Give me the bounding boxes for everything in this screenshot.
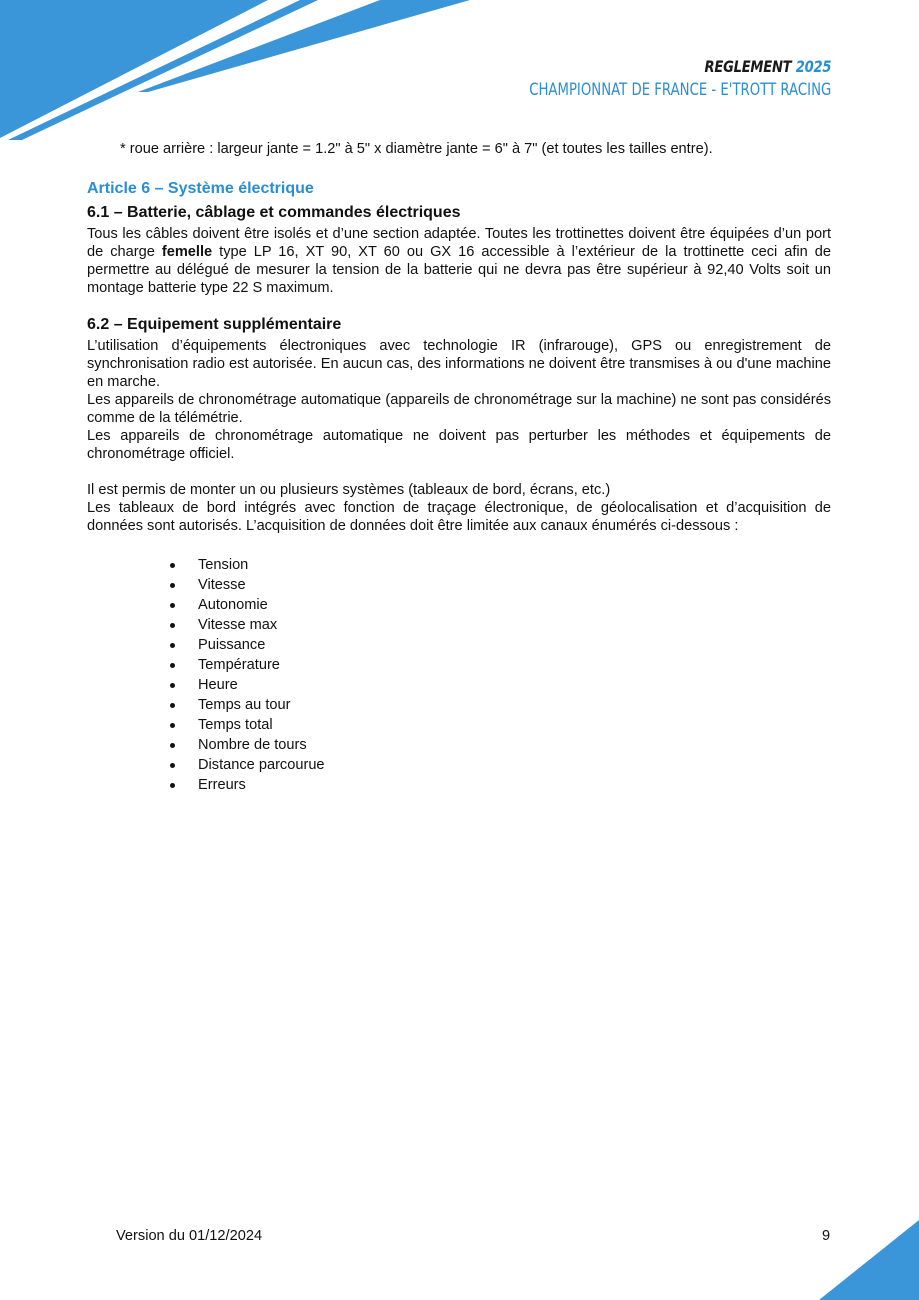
list-item-label: Temps total [198,717,273,733]
bullet-icon [170,783,175,788]
list-item-label: Puissance [198,637,266,653]
bullet-icon [170,763,175,768]
header-title [513,57,831,76]
list-item [87,655,831,675]
section-6-1-text-end: type LP 16, XT 90, XT 60 ou GX 16 accessible à l’extérieur de la trottinette ceci afin de permettre au délégué de mesurer la tension de la batterie qui ne devra pas être supérieur à 92,40 Volts soit un montage batterie type 22 S maximum. [87,244,831,296]
bullet-icon [170,643,175,648]
section-6-2-para-5: Les tableaux de bord intégrés avec fonction de traçage électronique, de géolocalisation et d’acquisition de données sont autorisés. L’acquisition de données doit être limitée aux canaux énumérés ci-dessous : [87,500,831,534]
section-6-1-text [87,225,831,297]
list-item-label: Distance parcourue [198,757,325,773]
section-6-2-para-4: Il est permis de monter un ou plusieurs systèmes (tableaux de bord, écrans, etc.) [87,482,611,498]
list-item [87,755,831,775]
article-title: Article 6 – Système électrique [87,180,314,197]
section-6-2-para-1: L’utilisation d’équipements électroniques avec technologie IR (infrarouge), GPS ou enregistrement de synchronisation radio est autorisée. En aucun cas, des informations ne doivent être transmises à ou d'une machine en marche. [87,338,831,390]
bullet-icon [170,563,175,568]
rear-wheel-spec: * roue arrière : largeur jante = 1.2" à 5" x diamètre jante = 6" à 7" (et toutes les tailles entre). [120,141,713,157]
header-title-year: 2025 [795,57,831,76]
list-item-label: Erreurs [198,777,246,793]
list-item [87,695,831,715]
spacer [87,297,831,315]
bullet-icon [170,603,175,608]
spacer [87,463,831,481]
header-title-word: REGLEMENT [704,57,792,76]
section-6-2-para-3: Les appareils de chronométrage automatique ne doivent pas perturber les méthodes et équipements de chronométrage officiel. [87,428,831,462]
footer-decoration-triangle [819,1220,919,1300]
bullet-icon [170,683,175,688]
header-subtitle: CHAMPIONNAT DE FRANCE - E'TROTT RACING [528,80,831,100]
section-6-1-bold-word: femelle [161,244,213,260]
list-item-label: Vitesse [198,577,246,593]
bullet-icon [170,723,175,728]
list-item-label: Vitesse max [198,617,278,633]
footer-version: Version du 01/12/2024 [116,1228,263,1244]
list-item [87,555,831,575]
data-channel-list [87,555,831,795]
list-item-label: Autonomie [198,597,268,613]
bullet-icon [170,623,175,628]
list-item-label: Heure [198,677,238,693]
section-6-2-para-2: Les appareils de chronométrage automatique (appareils de chronométrage sur la machine) ne sont pas considérés comme de la télémétrie. [87,392,831,426]
section-heading-6-1: 6.1 – Batterie, câblage et commandes électriques [87,204,461,221]
list-item-label: Température [198,657,280,673]
header-decoration-stripes [0,0,480,145]
list-item-label: Temps au tour [198,697,291,713]
bullet-icon [170,583,175,588]
list-item [87,635,831,655]
list-item-label: Nombre de tours [198,737,307,753]
list-item [87,615,831,635]
list-item [87,735,831,755]
page-number: 9 [822,1228,831,1244]
list-item [87,675,831,695]
section-heading-6-2: 6.2 – Equipement supplémentaire [87,316,342,333]
bullet-icon [170,743,175,748]
document-header [444,57,831,100]
list-item-label: Tension [198,557,249,573]
bullet-icon [170,703,175,708]
list-item [87,775,831,795]
list-item [87,595,831,615]
bullet-icon [170,663,175,668]
list-item [87,715,831,735]
section-6-1-text-start: Tous les câbles doivent être isolés et d’une section adaptée. Toutes les trottinettes doivent être équipées d’un port de charge [87,226,831,260]
document-body [87,140,831,795]
list-item [87,575,831,595]
